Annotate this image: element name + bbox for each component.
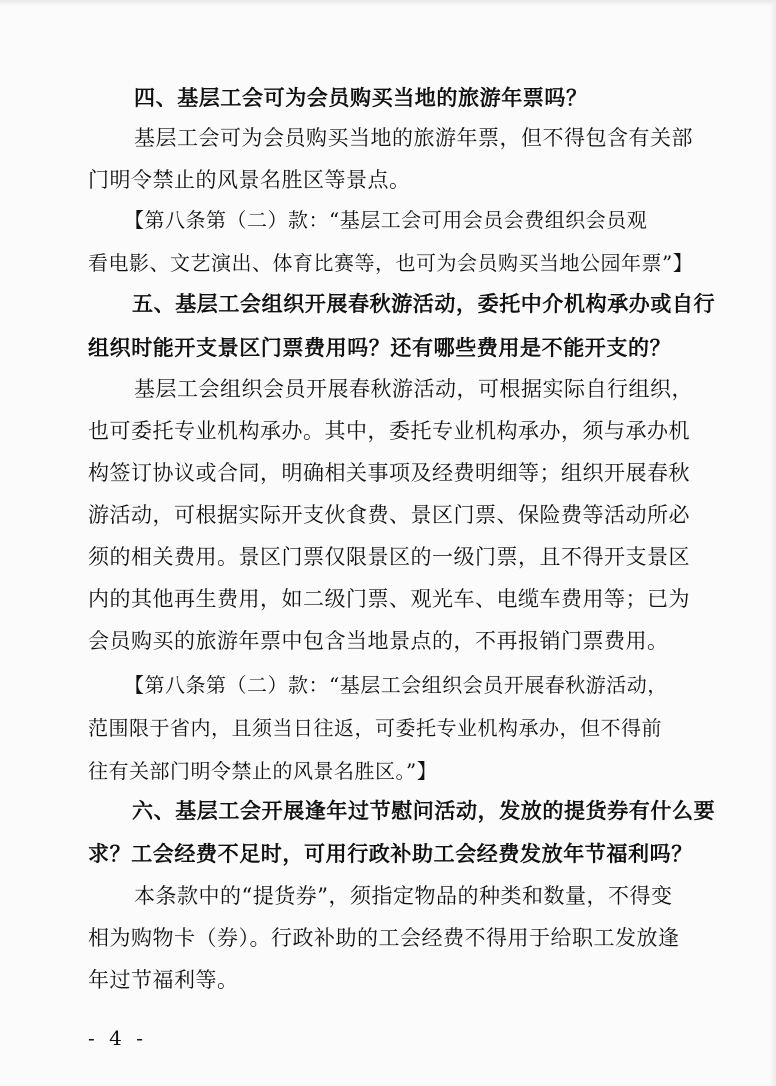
- paragraph-line: 会员购买的旅游年票中包含当地景点的，不再报销门票费用。: [88, 629, 669, 653]
- regulation-quote-line: 范围限于省内，且须当日往返，可委托专业机构承办，但不得前: [88, 716, 662, 740]
- section-heading: 组织时能开支景区门票费用吗？还有哪些费用是不能开支的？: [88, 336, 672, 360]
- paragraph-line: 年过节福利等。: [88, 968, 239, 992]
- scan-edge: [0, 0, 776, 6]
- paragraph-line: 也可委托专业机构承办。其中，委托专业机构承办，须与承办机: [88, 419, 690, 443]
- section-heading: 求？工会经费不足时，可用行政补助工会经费发放年节福利吗？: [88, 842, 693, 866]
- paragraph-line: 本条款中的“提货券”，须指定物品的种类和数量，不得变: [134, 884, 673, 908]
- paragraph-line: 游活动，可根据实际开支伙食费、景区门票、保险费等活动所必: [88, 503, 690, 527]
- regulation-quote-line: 看电影、文艺演出、体育比赛等，也可为会员购买当地公园年票”】: [88, 251, 694, 275]
- regulation-quote-line: 【第八条第（二）款：“基层工会可用会员会费组织会员观: [124, 208, 648, 232]
- paragraph-line: 基层工会组织会员开展春秋游活动，可根据实际自行组织，: [134, 377, 693, 401]
- section-heading: 六、基层工会开展逢年过节慰问活动，发放的提货券有什么要: [132, 799, 716, 823]
- paragraph-line: 构签订协议或合同，明确相关事项及经费明细等；组织开展春秋: [88, 461, 690, 485]
- paragraph-line: 门明令禁止的风景名胜区等景点。: [88, 168, 411, 192]
- paragraph-line: 相为购物卡（券）。行政补助的工会经费不得用于给职工发放逢: [88, 926, 680, 950]
- page-number: - 4 -: [88, 1026, 147, 1050]
- section-heading: 五、基层工会组织开展春秋游活动，委托中介机构承办或自行: [132, 292, 716, 316]
- section-heading: 四、基层工会可为会员购买当地的旅游年票吗？: [134, 86, 588, 110]
- paragraph-line: 基层工会可为会员购买当地的旅游年票，但不得包含有关部: [134, 126, 693, 150]
- paragraph-line: 内的其他再生费用，如二级门票、观光车、电缆车费用等；已为: [88, 587, 690, 611]
- regulation-quote-line: 【第八条第（二）款：“基层工会组织会员开展春秋游活动，: [124, 673, 668, 697]
- scan-edge: [770, 0, 776, 1086]
- paragraph-line: 须的相关费用。景区门票仅限景区的一级门票，且不得开支景区: [88, 545, 690, 569]
- regulation-quote-line: 往有关部门明令禁止的风景名胜区。”】: [88, 759, 438, 783]
